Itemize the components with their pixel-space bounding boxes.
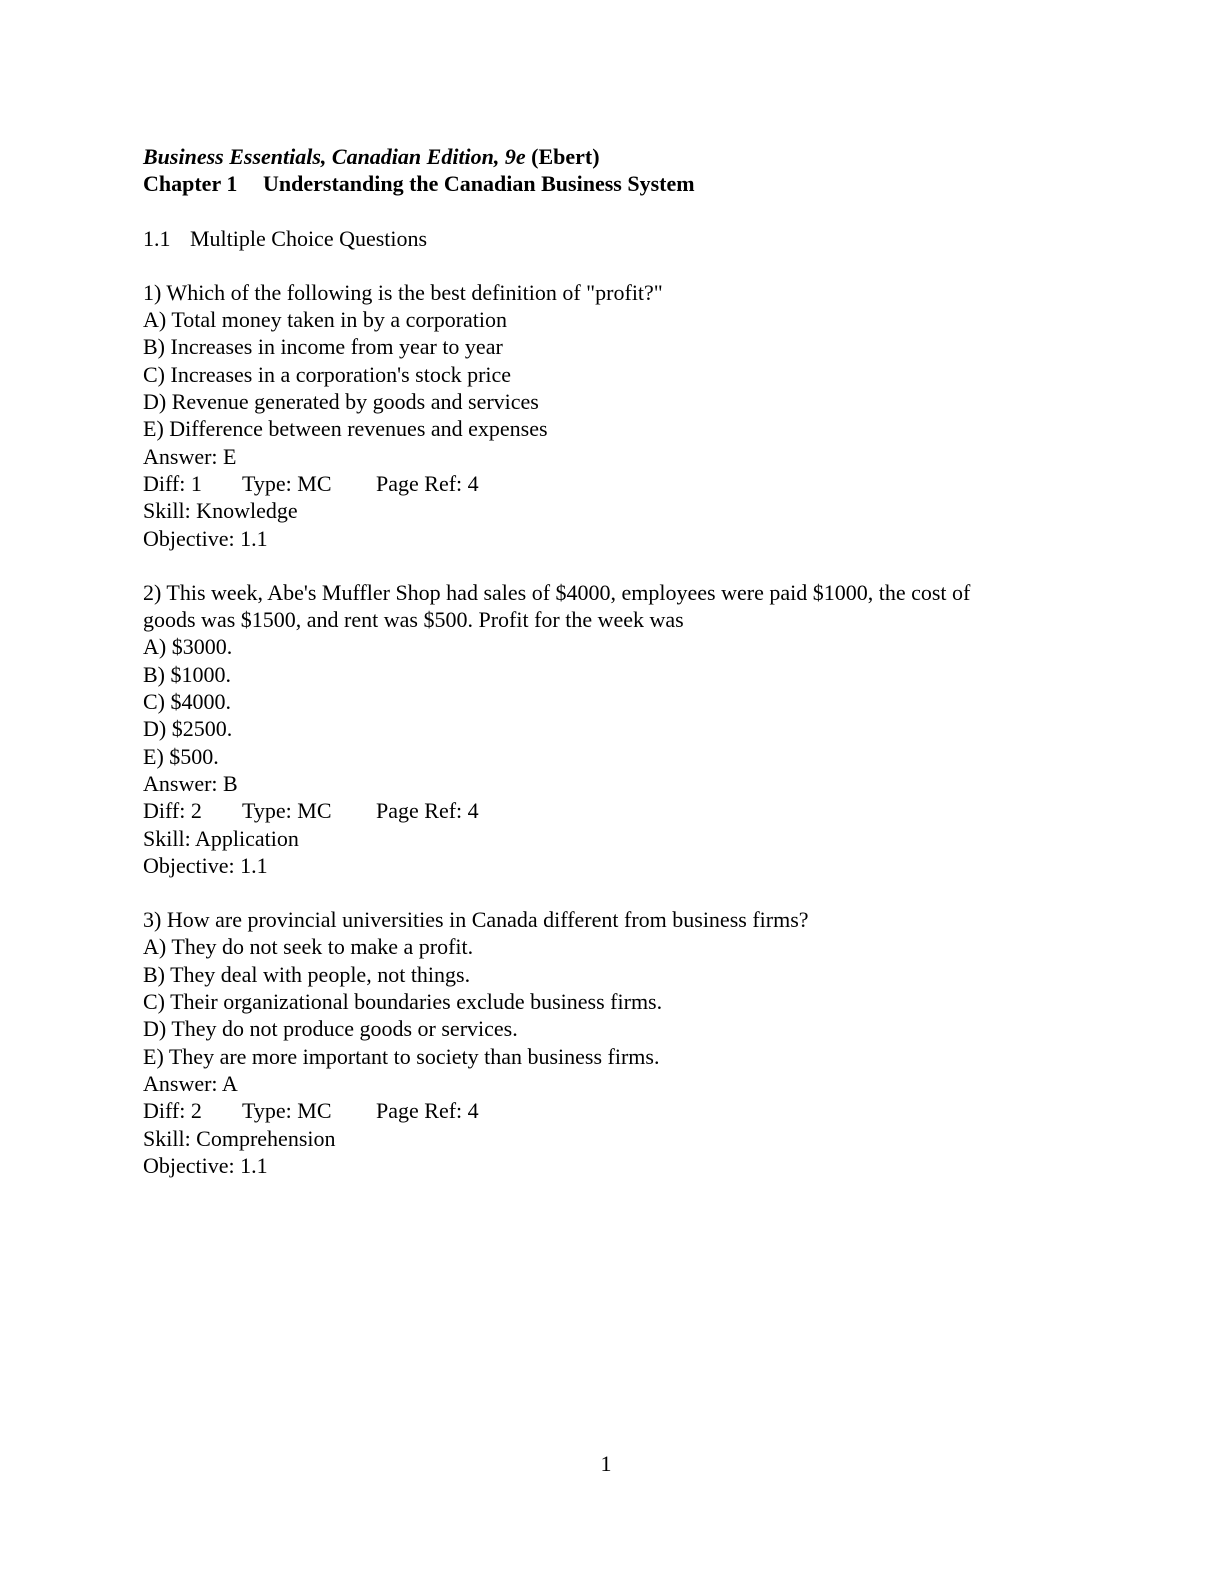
- answer-option: D) $2500.: [143, 716, 233, 742]
- question-type: Type: MC: [242, 470, 332, 496]
- answer-option: A) $3000.: [143, 634, 233, 660]
- section-number: 1.1: [143, 225, 171, 251]
- question-text: 1) Which of the following is the best definition of "profit?": [143, 279, 663, 305]
- answer-key: Answer: B: [143, 770, 238, 796]
- page-ref: Page Ref: 4: [376, 1098, 479, 1124]
- answer-option: A) Total money taken in by a corporation: [143, 307, 508, 333]
- answer-option: E) $500.: [143, 743, 219, 769]
- difficulty: Diff: 1: [143, 470, 202, 496]
- question-1: [143, 279, 1083, 552]
- page-ref: Page Ref: 4: [376, 798, 479, 824]
- answer-option: B) $1000.: [143, 661, 231, 687]
- objective: Objective: 1.1: [143, 852, 268, 878]
- book-title: Business Essentials, Canadian Edition, 9e: [143, 144, 526, 169]
- question-type: Type: MC: [242, 1098, 332, 1124]
- question-2: [143, 579, 1083, 879]
- chapter-title-line: [143, 170, 1083, 197]
- skill: Skill: Knowledge: [143, 498, 298, 524]
- chapter-title: Understanding the Canadian Business System: [263, 171, 695, 197]
- document-page: [143, 143, 1083, 1179]
- question-meta: [143, 470, 1083, 497]
- answer-option: E) They are more important to society than business firms.: [143, 1043, 660, 1069]
- difficulty: Diff: 2: [143, 798, 202, 824]
- question-text-continued: goods was $1500, and rent was $500. Profit for the week was: [143, 607, 684, 633]
- difficulty: Diff: 2: [143, 1098, 202, 1124]
- question-3: [143, 906, 1083, 1179]
- question-text: 2) This week, Abe's Muffler Shop had sales of $4000, employees were paid $1000, the cost of: [143, 579, 971, 605]
- answer-option: C) $4000.: [143, 689, 231, 715]
- section-title: Multiple Choice Questions: [190, 225, 428, 251]
- skill: Skill: Comprehension: [143, 1125, 336, 1151]
- objective: Objective: 1.1: [143, 1152, 268, 1178]
- page-number: 1: [600, 1451, 612, 1476]
- question-meta: [143, 1097, 1083, 1124]
- answer-option: D) Revenue generated by goods and services: [143, 389, 539, 415]
- answer-option: D) They do not produce goods or services.: [143, 1016, 518, 1042]
- answer-key: Answer: A: [143, 1070, 238, 1096]
- answer-option: A) They do not seek to make a profit.: [143, 934, 474, 960]
- question-type: Type: MC: [242, 798, 332, 824]
- book-author: (Ebert): [531, 144, 600, 169]
- answer-option: C) Increases in a corporation's stock price: [143, 361, 512, 387]
- skill: Skill: Application: [143, 825, 299, 851]
- question-meta: [143, 797, 1083, 824]
- book-title-line: [143, 143, 1083, 170]
- chapter-label: Chapter 1: [143, 171, 238, 197]
- answer-key: Answer: E: [143, 443, 237, 469]
- answer-option: C) Their organizational boundaries exclude business firms.: [143, 989, 663, 1015]
- section-heading: [143, 225, 1083, 252]
- objective: Objective: 1.1: [143, 525, 268, 551]
- answer-option: E) Difference between revenues and expenses: [143, 416, 548, 442]
- answer-option: B) They deal with people, not things.: [143, 961, 471, 987]
- question-text: 3) How are provincial universities in Canada different from business firms?: [143, 907, 809, 933]
- answer-option: B) Increases in income from year to year: [143, 334, 503, 360]
- page-ref: Page Ref: 4: [376, 470, 479, 496]
